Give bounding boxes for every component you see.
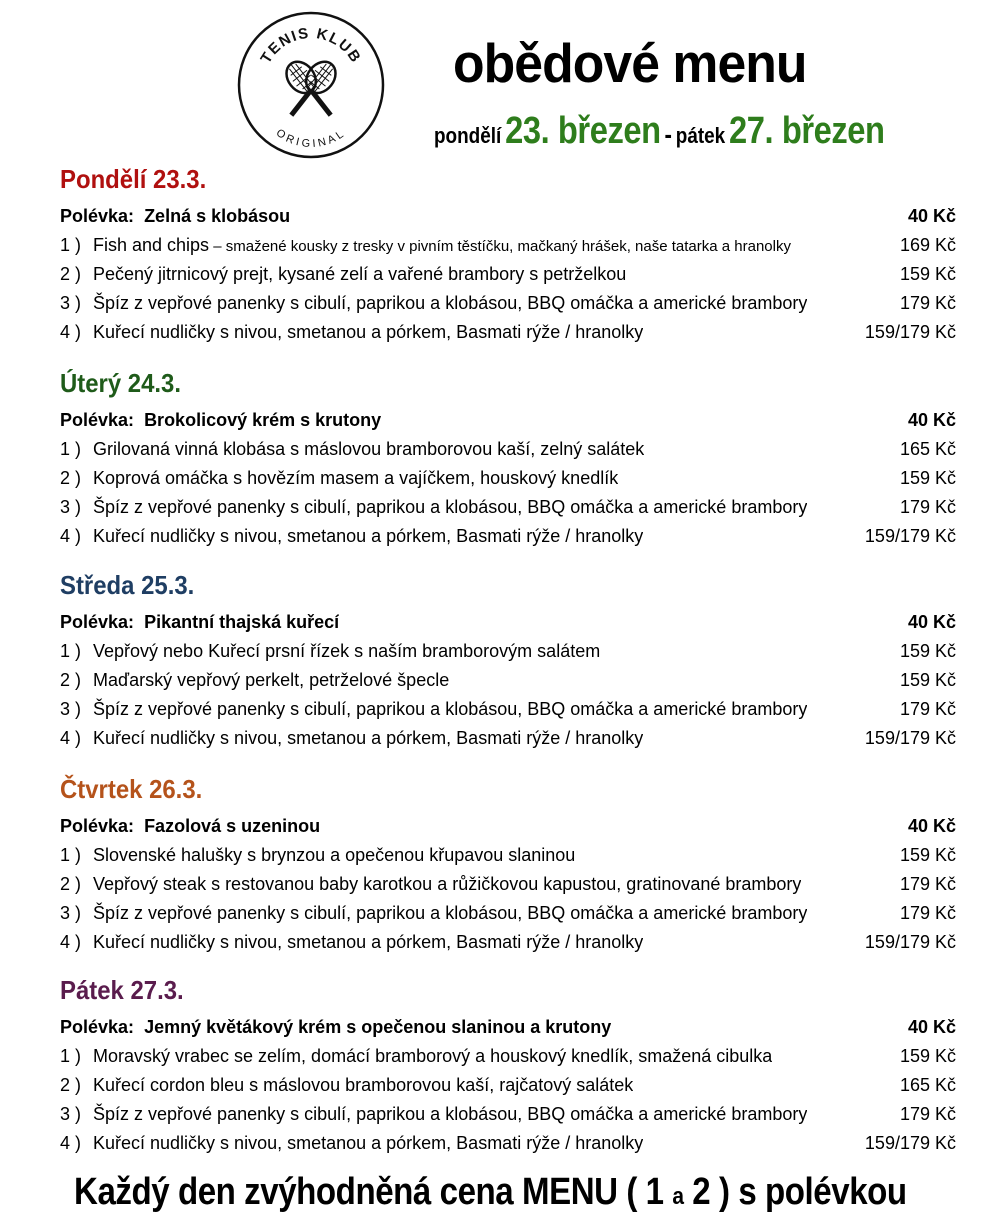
menu-item bbox=[60, 841, 956, 870]
item-price: 159 Kč bbox=[899, 641, 956, 661]
item-number: 3 ) bbox=[60, 903, 82, 923]
soup-row bbox=[60, 812, 956, 841]
menu-item bbox=[60, 695, 956, 724]
item-price: 159 Kč bbox=[899, 264, 956, 284]
item-price: 179 Kč bbox=[899, 293, 956, 313]
soup-name: Zelná s klobásou bbox=[144, 206, 291, 226]
soup-name: Jemný květákový krém s opečenou slaninou a krutony bbox=[144, 1017, 612, 1037]
item-price: 159 Kč bbox=[899, 1046, 956, 1066]
menu-item bbox=[60, 1071, 956, 1100]
menu-item bbox=[60, 666, 956, 695]
item-price: 165 Kč bbox=[899, 439, 956, 459]
soup-price: 40 Kč bbox=[907, 816, 956, 836]
menu-item bbox=[60, 1129, 956, 1158]
item-dish: Kuřecí nudličky s nivou, smetanou a pórkem, Basmati rýže / hranolky bbox=[93, 1133, 644, 1153]
day-title: Pondělí 23.3. bbox=[60, 164, 207, 194]
day-friday bbox=[60, 975, 956, 1158]
item-number: 4 ) bbox=[60, 1133, 82, 1153]
from-label: pondělí bbox=[434, 123, 502, 148]
item-dish: Pečený jitrnicový prejt, kysané zelí a vařené brambory s petrželkou bbox=[93, 264, 627, 284]
item-price: 165 Kč bbox=[899, 1075, 956, 1095]
menu-item bbox=[60, 522, 956, 551]
item-dish: Grilovaná vinná klobása s máslovou bramborovou kaší, zelný salátek bbox=[93, 439, 645, 459]
day-title: Úterý 24.3. bbox=[60, 368, 182, 398]
soup-price: 40 Kč bbox=[907, 410, 956, 430]
item-dish: Vepřový steak s restovanou baby karotkou a růžičkovou kapustou, gratinované brambory bbox=[93, 874, 802, 894]
item-price: 179 Kč bbox=[899, 699, 956, 719]
item-number: 2 ) bbox=[60, 670, 82, 690]
day-monday bbox=[60, 164, 956, 347]
item-dish: Fish and chips bbox=[93, 235, 210, 255]
menu-item bbox=[60, 231, 956, 260]
item-note: – smažené kousky z tresky v pivním těstíčku, mačkaný hrášek, naše tatarka a hranolky bbox=[209, 238, 791, 255]
date-range bbox=[434, 112, 885, 150]
menu-item bbox=[60, 899, 956, 928]
item-dish: Maďarský vepřový perkelt, petrželové špecle bbox=[93, 670, 450, 690]
item-dish: Koprová omáčka s hovězím masem a vajíčkem, houskový knedlík bbox=[93, 468, 619, 488]
range-separator: - bbox=[664, 119, 672, 149]
soup-label: Polévka: bbox=[60, 206, 135, 226]
item-dish: Kuřecí nudličky s nivou, smetanou a pórkem, Basmati rýže / hranolky bbox=[93, 728, 644, 748]
soup-label: Polévka: bbox=[60, 1017, 135, 1037]
menu-item bbox=[60, 493, 956, 522]
item-price: 159/179 Kč bbox=[864, 322, 956, 342]
soup-row bbox=[60, 1013, 956, 1042]
item-number: 3 ) bbox=[60, 699, 82, 719]
soup-price: 40 Kč bbox=[907, 612, 956, 632]
item-number: 2 ) bbox=[60, 468, 82, 488]
soup-price: 40 Kč bbox=[907, 206, 956, 226]
item-price: 159 Kč bbox=[899, 468, 956, 488]
item-number: 3 ) bbox=[60, 293, 82, 313]
soup-row bbox=[60, 608, 956, 637]
item-price: 159 Kč bbox=[899, 670, 956, 690]
item-dish: Kuřecí nudličky s nivou, smetanou a pórkem, Basmati rýže / hranolky bbox=[93, 526, 644, 546]
menu-item bbox=[60, 435, 956, 464]
logo-bottom-text: ORIGINAL bbox=[273, 126, 349, 151]
logo-top-text: TENIS KLUB bbox=[257, 24, 365, 67]
item-price: 159/179 Kč bbox=[864, 1133, 956, 1153]
soup-name: Fazolová s uzeninou bbox=[144, 816, 321, 836]
item-number: 2 ) bbox=[60, 264, 82, 284]
item-dish: Slovenské halušky s brynzou a opečenou křupavou slaninou bbox=[93, 845, 576, 865]
item-dish: Špíz z vepřové panenky s cibulí, paprikou a klobásou, BBQ omáčka a americké brambory bbox=[93, 293, 808, 313]
item-dish: Špíz z vepřové panenky s cibulí, paprikou a klobásou, BBQ omáčka a americké brambory bbox=[93, 497, 808, 517]
item-number: 2 ) bbox=[60, 874, 82, 894]
soup-price: 40 Kč bbox=[907, 1017, 956, 1037]
item-number: 1 ) bbox=[60, 845, 82, 865]
item-number: 1 ) bbox=[60, 439, 82, 459]
from-date: 23. březen bbox=[505, 110, 661, 152]
day-title: Čtvrtek 26.3. bbox=[60, 774, 203, 804]
footer-text-1: Každý den zvýhodněná cena MENU ( 1 bbox=[74, 1171, 673, 1213]
menu-item bbox=[60, 260, 956, 289]
menu-item bbox=[60, 1042, 956, 1071]
item-number: 1 ) bbox=[60, 235, 82, 255]
item-dish: Špíz z vepřové panenky s cibulí, paprikou a klobásou, BBQ omáčka a americké brambory bbox=[93, 903, 808, 923]
menu-item bbox=[60, 637, 956, 666]
item-price: 159/179 Kč bbox=[864, 526, 956, 546]
day-wednesday bbox=[60, 570, 956, 753]
item-price: 179 Kč bbox=[899, 874, 956, 894]
item-number: 4 ) bbox=[60, 526, 82, 546]
item-number: 3 ) bbox=[60, 497, 82, 517]
menu-title: obědové menu bbox=[453, 32, 807, 94]
soup-row bbox=[60, 202, 956, 231]
item-price: 179 Kč bbox=[899, 1104, 956, 1124]
soup-row bbox=[60, 406, 956, 435]
item-number: 4 ) bbox=[60, 932, 82, 952]
menu-item bbox=[60, 464, 956, 493]
item-dish: Kuřecí cordon bleu s máslovou bramborovou kaší, rajčatový salátek bbox=[93, 1075, 634, 1095]
tenis-klub-logo bbox=[236, 10, 386, 160]
item-number: 2 ) bbox=[60, 1075, 82, 1095]
item-number: 3 ) bbox=[60, 1104, 82, 1124]
menu-item bbox=[60, 289, 956, 318]
item-price: 169 Kč bbox=[899, 235, 956, 255]
item-price: 159/179 Kč bbox=[864, 932, 956, 952]
day-title: Pátek 27.3. bbox=[60, 975, 184, 1005]
day-thursday bbox=[60, 774, 956, 957]
soup-label: Polévka: bbox=[60, 816, 135, 836]
to-date: 27. březen bbox=[729, 110, 885, 152]
day-title: Středa 25.3. bbox=[60, 570, 195, 600]
item-dish: Kuřecí nudličky s nivou, smetanou a pórkem, Basmati rýže / hranolky bbox=[93, 932, 644, 952]
item-dish: Špíz z vepřové panenky s cibulí, paprikou a klobásou, BBQ omáčka a americké brambory bbox=[93, 699, 808, 719]
item-number: 1 ) bbox=[60, 641, 82, 661]
soup-label: Polévka: bbox=[60, 410, 135, 430]
item-price: 179 Kč bbox=[899, 497, 956, 517]
item-price: 159 Kč bbox=[899, 845, 956, 865]
footer-text-2: a bbox=[672, 1183, 684, 1210]
to-label: pátek bbox=[675, 123, 726, 148]
menu-item bbox=[60, 928, 956, 957]
item-dish: Kuřecí nudličky s nivou, smetanou a pórkem, Basmati rýže / hranolky bbox=[93, 322, 644, 342]
menu-item bbox=[60, 724, 956, 753]
soup-name: Pikantní thajská kuřecí bbox=[144, 612, 340, 632]
item-dish: Špíz z vepřové panenky s cibulí, paprikou a klobásou, BBQ omáčka a americké brambory bbox=[93, 1104, 808, 1124]
menu-deal-footer bbox=[74, 1173, 907, 1211]
item-number: 4 ) bbox=[60, 728, 82, 748]
item-price: 159/179 Kč bbox=[864, 728, 956, 748]
menu-item bbox=[60, 318, 956, 347]
footer-text-3: 2 ) s polévkou bbox=[683, 1171, 907, 1213]
item-dish: Moravský vrabec se zelím, domácí bramborový a houskový knedlík, smažená cibulka bbox=[93, 1046, 773, 1066]
item-number: 1 ) bbox=[60, 1046, 82, 1066]
day-tuesday bbox=[60, 368, 956, 551]
item-price: 179 Kč bbox=[899, 903, 956, 923]
soup-name: Brokolicový krém s krutony bbox=[144, 410, 382, 430]
item-dish: Vepřový nebo Kuřecí prsní řízek s naším bramborovým salátem bbox=[93, 641, 601, 661]
menu-item bbox=[60, 870, 956, 899]
item-number: 4 ) bbox=[60, 322, 82, 342]
soup-label: Polévka: bbox=[60, 612, 135, 632]
menu-item bbox=[60, 1100, 956, 1129]
